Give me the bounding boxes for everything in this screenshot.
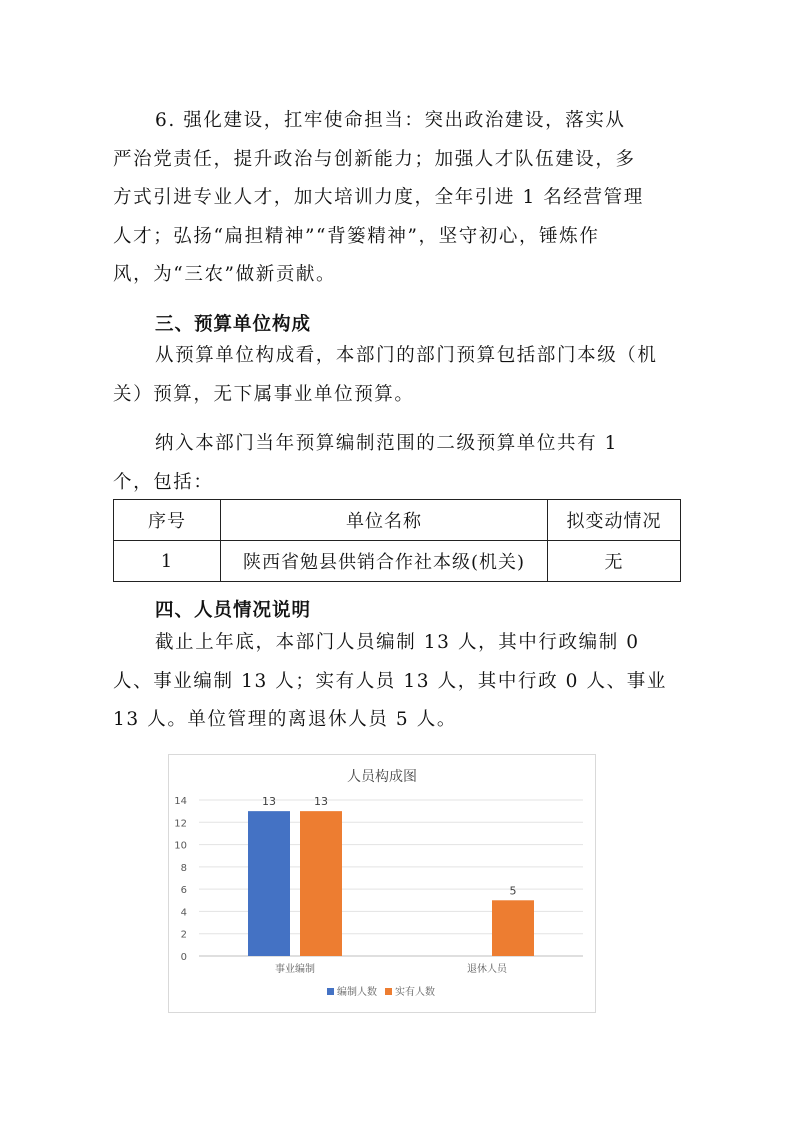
table-row: [114, 541, 681, 582]
section3-heading: 三、预算单位构成: [155, 314, 312, 335]
y-tick-label: 4: [180, 907, 187, 919]
y-tick-label: 6: [180, 885, 187, 897]
legend-label: 实有人数: [395, 987, 435, 998]
data-label: 5: [509, 884, 517, 898]
text-line: 13 人。单位管理的离退休人员 5 人。: [113, 709, 457, 731]
section4-paragraph: [113, 624, 681, 740]
legend-swatch: [327, 988, 334, 995]
text-line: 方式引进专业人才，加大培训力度，全年引进 1 名经营管理: [113, 187, 644, 209]
header-cell-no: 序号: [114, 500, 221, 541]
chart-svg: [169, 755, 595, 1012]
section4-heading: 四、人员情况说明: [155, 600, 312, 621]
text-line: 纳入本部门当年预算编制范围的二级预算单位共有 1: [155, 433, 619, 454]
section3-paragraph-2: [113, 425, 681, 502]
text-line: 风，为“三农”做新贡献。: [113, 264, 337, 286]
bar: [492, 900, 534, 956]
legend-label: 编制人数: [337, 987, 377, 998]
y-tick-label: 8: [180, 862, 187, 874]
y-tick-label: 12: [174, 818, 187, 830]
section3-paragraph-1: [113, 337, 681, 414]
text-line: 个，包括：: [113, 471, 214, 493]
header-cell-change: 拟变动情况: [548, 500, 681, 541]
x-tick-label: 事业编制: [275, 964, 315, 975]
staff-composition-chart: [168, 754, 596, 1013]
legend-swatch: [385, 988, 392, 995]
text-line: 人、事业编制 13 人；实有人员 13 人，其中行政 0 人、事业: [113, 670, 667, 692]
bar: [300, 811, 342, 956]
cell-change: 无: [548, 541, 681, 582]
data-label: 13: [314, 795, 328, 809]
data-label: 13: [262, 795, 276, 809]
text-line: 严治党责任，提升政治与创新能力；加强人才队伍建设，多: [113, 148, 636, 170]
y-tick-label: 2: [180, 929, 187, 941]
budget-unit-table: [113, 499, 681, 582]
section6-paragraph: [113, 102, 681, 295]
cell-name: 陕西省勉县供销合作社本级(机关): [221, 541, 548, 582]
y-tick-label: 10: [174, 840, 187, 852]
text-line: 人才；弘扬“扁担精神”“背篓精神”，坚守初心，锤炼作: [113, 225, 600, 247]
table-header-row: [114, 500, 681, 541]
text-line: 6. 强化建设，扛牢使命担当：突出政治建设，落实从: [155, 110, 626, 131]
text-line: 关）预算，无下属事业单位预算。: [113, 383, 415, 405]
y-tick-label: 0: [180, 952, 187, 963]
x-tick-label: 退休人员: [467, 964, 507, 975]
text-line: 从预算单位构成看，本部门的部门预算包括部门本级（机: [155, 345, 658, 366]
header-cell-name: 单位名称: [221, 500, 548, 541]
text-line: 截止上年底，本部门人员编制 13 人，其中行政编制 0: [155, 632, 640, 653]
y-tick-label: 14: [174, 796, 187, 807]
chart-title: 人员构成图: [347, 769, 417, 785]
bar: [248, 811, 290, 956]
cell-no: 1: [114, 541, 221, 582]
